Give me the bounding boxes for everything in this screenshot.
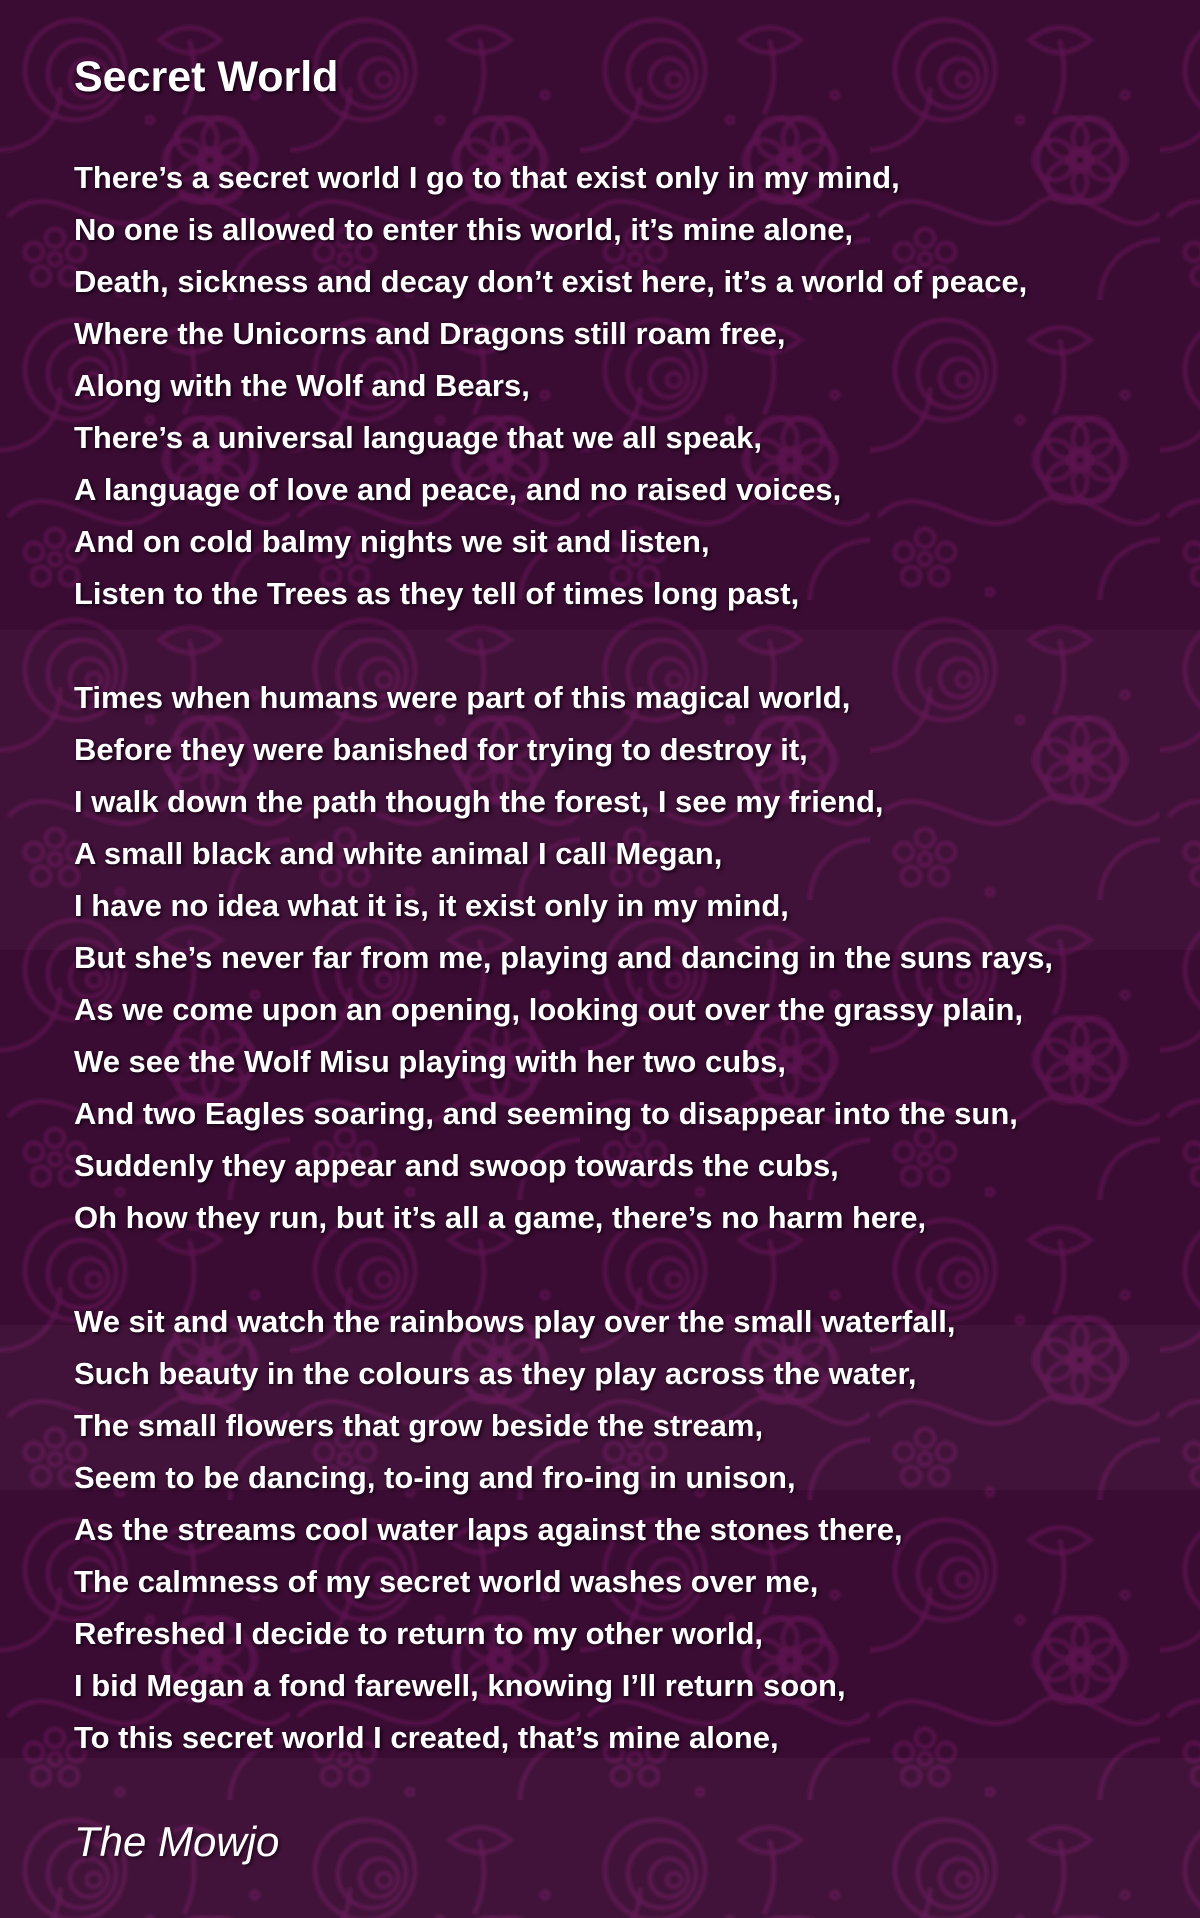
stanza (74, 152, 1186, 620)
poem-line: We see the Wolf Misu playing with her two cubs, (74, 1044, 786, 1079)
poem-line: Seem to be dancing, to-ing and fro-ing in unison, (74, 1460, 796, 1495)
poem-line: Listen to the Trees as they tell of times long past, (74, 576, 800, 611)
poem-line: Where the Unicorns and Dragons still roam free, (74, 316, 786, 351)
poem-line: I have no idea what it is, it exist only in my mind, (74, 888, 789, 923)
poem-line: Death, sickness and decay don’t exist here, it’s a world of peace, (74, 264, 1028, 299)
poem-line: No one is allowed to enter this world, it’s mine alone, (74, 212, 854, 247)
stanza (74, 672, 1186, 1244)
poem-author-signature: The Mowjo (74, 1818, 280, 1865)
poem-line: We sit and watch the rainbows play over the small waterfall, (74, 1304, 956, 1339)
poem-title: Secret World (74, 53, 339, 101)
poem-line: Such beauty in the colours as they play across the water, (74, 1356, 917, 1391)
poem-line: A small black and white animal I call Megan, (74, 836, 723, 871)
poem-line: Times when humans were part of this magical world, (74, 680, 851, 715)
poem-line: To this secret world I created, that’s mine alone, (74, 1720, 779, 1755)
poem-line: Suddenly they appear and swoop towards the cubs, (74, 1148, 839, 1183)
poem-content (74, 0, 1186, 1868)
poem-line: There’s a universal language that we all speak, (74, 420, 763, 455)
poem-line: The calmness of my secret world washes over me, (74, 1564, 819, 1599)
poem-line: I bid Megan a fond farewell, knowing I’ll return soon, (74, 1668, 846, 1703)
poem-line: Before they were banished for trying to destroy it, (74, 732, 808, 767)
poem-line: Along with the Wolf and Bears, (74, 368, 530, 403)
poem-line: And on cold balmy nights we sit and listen, (74, 524, 710, 559)
poem-line: I walk down the path though the forest, I see my friend, (74, 784, 884, 819)
poem-line: As the streams cool water laps against the stones there, (74, 1512, 903, 1547)
poem-body (74, 152, 1186, 1764)
poem-line: But she’s never far from me, playing and dancing in the suns rays, (74, 940, 1054, 975)
poem-line: The small flowers that grow beside the stream, (74, 1408, 764, 1443)
poem-line: Refreshed I decide to return to my other world, (74, 1616, 763, 1651)
poem-line: And two Eagles soaring, and seeming to disappear into the sun, (74, 1096, 1018, 1131)
stanza (74, 1296, 1186, 1764)
poem-line: As we come upon an opening, looking out over the grassy plain, (74, 992, 1024, 1027)
poem-line: Oh how they run, but it’s all a game, there’s no harm here, (74, 1200, 927, 1235)
poem-line: A language of love and peace, and no raised voices, (74, 472, 842, 507)
poem-line: There’s a secret world I go to that exist only in my mind, (74, 160, 900, 195)
